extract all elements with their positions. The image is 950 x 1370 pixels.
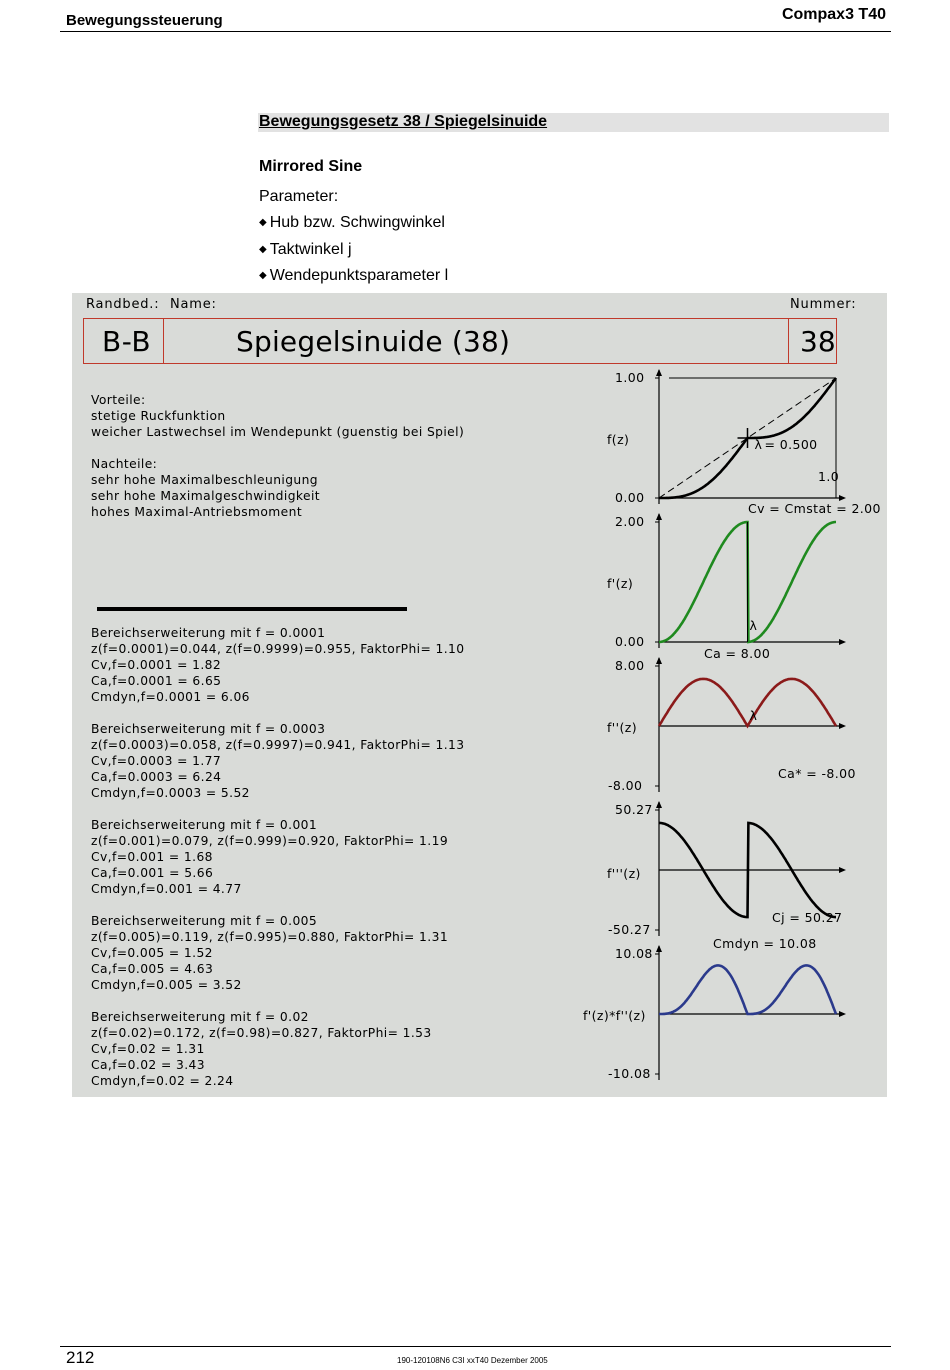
x-axis-arrow-icon	[839, 639, 846, 645]
diamond-bullet-icon: ◆	[259, 217, 267, 228]
y-tick-label: 10.08	[615, 946, 653, 961]
x-tick-label: 1.0	[818, 469, 840, 484]
y-tick-label: 8.00	[615, 658, 645, 673]
extension-block: Bereichserweiterung mit f = 0.0003 z(f=0.0003)=0.058, z(f=0.9997)=0.941, FaktorPhi= 1.13 Cv,f=0.0003 = 1.77 Ca,f=0.0003 = 6.24 Cmdyn,f=0.0003 = 5.52	[91, 722, 465, 800]
extension-block: Bereichserweiterung mit f = 0.0001 z(f=0.0001)=0.044, z(f=0.9999)=0.955, FaktorPhi= 1.10 Cv,f=0.0001 = 1.82 Ca,f=0.0001 = 6.65 Cmdyn,f=0.0001 = 6.06	[91, 626, 465, 704]
parameter-item: ◆ Wendepunktsparameter l	[259, 267, 449, 284]
boundary-code: B-B	[102, 325, 152, 358]
y-axis-label: f'(z)*f''(z)	[583, 1008, 646, 1023]
nummer-label: Nummer:	[790, 297, 857, 312]
extension-block: Bereichserweiterung mit f = 0.02 z(f=0.02)=0.172, z(f=0.98)=0.827, FaktorPhi= 1.53 Cv,f=0.02 = 1.31 Ca,f=0.02 = 3.43 Cmdyn,f=0.02 = 2.24	[91, 1010, 432, 1088]
section-title: Bewegungsgesetz 38 / Spiegelsinuide	[259, 113, 548, 130]
cj-annotation: Cj = 50.27	[772, 910, 843, 925]
parameter-item: ◆ Taktwinkel j	[259, 241, 352, 258]
cv-annotation: Cv = Cmstat = 2.00	[748, 501, 881, 516]
y-axis-label: f'''(z)	[607, 866, 641, 881]
y-axis-label: f(z)	[607, 432, 630, 447]
y-tick-label: 0.00	[615, 634, 645, 649]
series-line	[659, 679, 836, 726]
ca-annotation: Ca = 8.00	[704, 646, 771, 661]
lambda-label: λ	[754, 437, 763, 452]
y-axis-arrow-icon	[656, 513, 662, 520]
vorteile-item: weicher Lastwechsel im Wendepunkt (guenstig bei Spiel)	[91, 425, 465, 439]
x-axis-arrow-icon	[839, 1011, 846, 1017]
vorteile-item: stetige Ruckfunktion	[91, 409, 226, 423]
page-number: 212	[66, 1348, 95, 1367]
y-tick-label: 1.00	[615, 370, 645, 385]
extension-block: Bereichserweiterung mit f = 0.005 z(f=0.005)=0.119, z(f=0.995)=0.880, FaktorPhi= 1.31 Cv,f=0.005 = 1.52 Ca,f=0.005 = 4.63 Cmdyn,f=0.005 = 3.52	[91, 914, 449, 992]
series-line	[659, 965, 836, 1014]
y-tick-label: -50.27	[608, 922, 651, 937]
subtitle: Mirrored Sine	[259, 158, 363, 175]
y-axis-label: f''(z)	[607, 720, 637, 735]
y-axis-arrow-icon	[656, 945, 662, 952]
law-number: 38	[800, 325, 836, 358]
randbed-label: Randbed.:	[86, 297, 160, 312]
y-axis-arrow-icon	[656, 801, 662, 808]
header-right: Compax3 T40	[781, 6, 886, 23]
y-axis-label: f'(z)	[607, 576, 634, 591]
name-label: Name:	[170, 297, 217, 312]
nachteile-item: sehr hohe Maximalgeschwindigkeit	[91, 489, 320, 503]
vorteile-label: Vorteile:	[91, 393, 146, 407]
document-id: 190-120108N6 C3I xxT40 Dezember 2005	[397, 1356, 548, 1365]
diamond-bullet-icon: ◆	[259, 270, 267, 281]
y-tick-label: -10.08	[608, 1066, 651, 1081]
nachteile-item: sehr hohe Maximalbeschleunigung	[91, 473, 319, 487]
diamond-bullet-icon: ◆	[259, 244, 267, 255]
x-axis-arrow-icon	[839, 867, 846, 873]
footer-rule	[60, 1346, 891, 1347]
y-axis-arrow-icon	[656, 657, 662, 664]
y-axis-arrow-icon	[656, 369, 662, 376]
parameter-label: Parameter:	[259, 188, 339, 205]
x-axis-arrow-icon	[839, 723, 846, 729]
lambda-label: λ	[749, 618, 758, 633]
y-tick-label: 50.27	[615, 802, 653, 817]
ca-star-annotation: Ca* = -8.00	[778, 766, 856, 781]
parameter-item: ◆ Hub bzw. Schwingwinkel	[259, 214, 445, 231]
nachteile-label: Nachteile:	[91, 457, 158, 471]
extension-block: Bereichserweiterung mit f = 0.001 z(f=0.001)=0.079, z(f=0.999)=0.920, FaktorPhi= 1.19 Cv,f=0.001 = 1.68 Ca,f=0.001 = 5.66 Cmdyn,f=0.001 = 4.77	[91, 818, 449, 896]
law-name: Spiegelsinuide (38)	[236, 325, 511, 358]
y-tick-label: -8.00	[608, 778, 643, 793]
nachteile-item: hohes Maximal-Antriebsmoment	[91, 505, 303, 519]
header-left: Bewegungssteuerung	[66, 12, 223, 29]
cmdyn-annotation: Cmdyn = 10.08	[713, 936, 817, 951]
inflection-value: = 0.500	[764, 437, 818, 452]
y-tick-label: 2.00	[615, 514, 645, 529]
y-tick-label: 0.00	[615, 490, 645, 505]
lambda-label: λ	[749, 708, 758, 723]
